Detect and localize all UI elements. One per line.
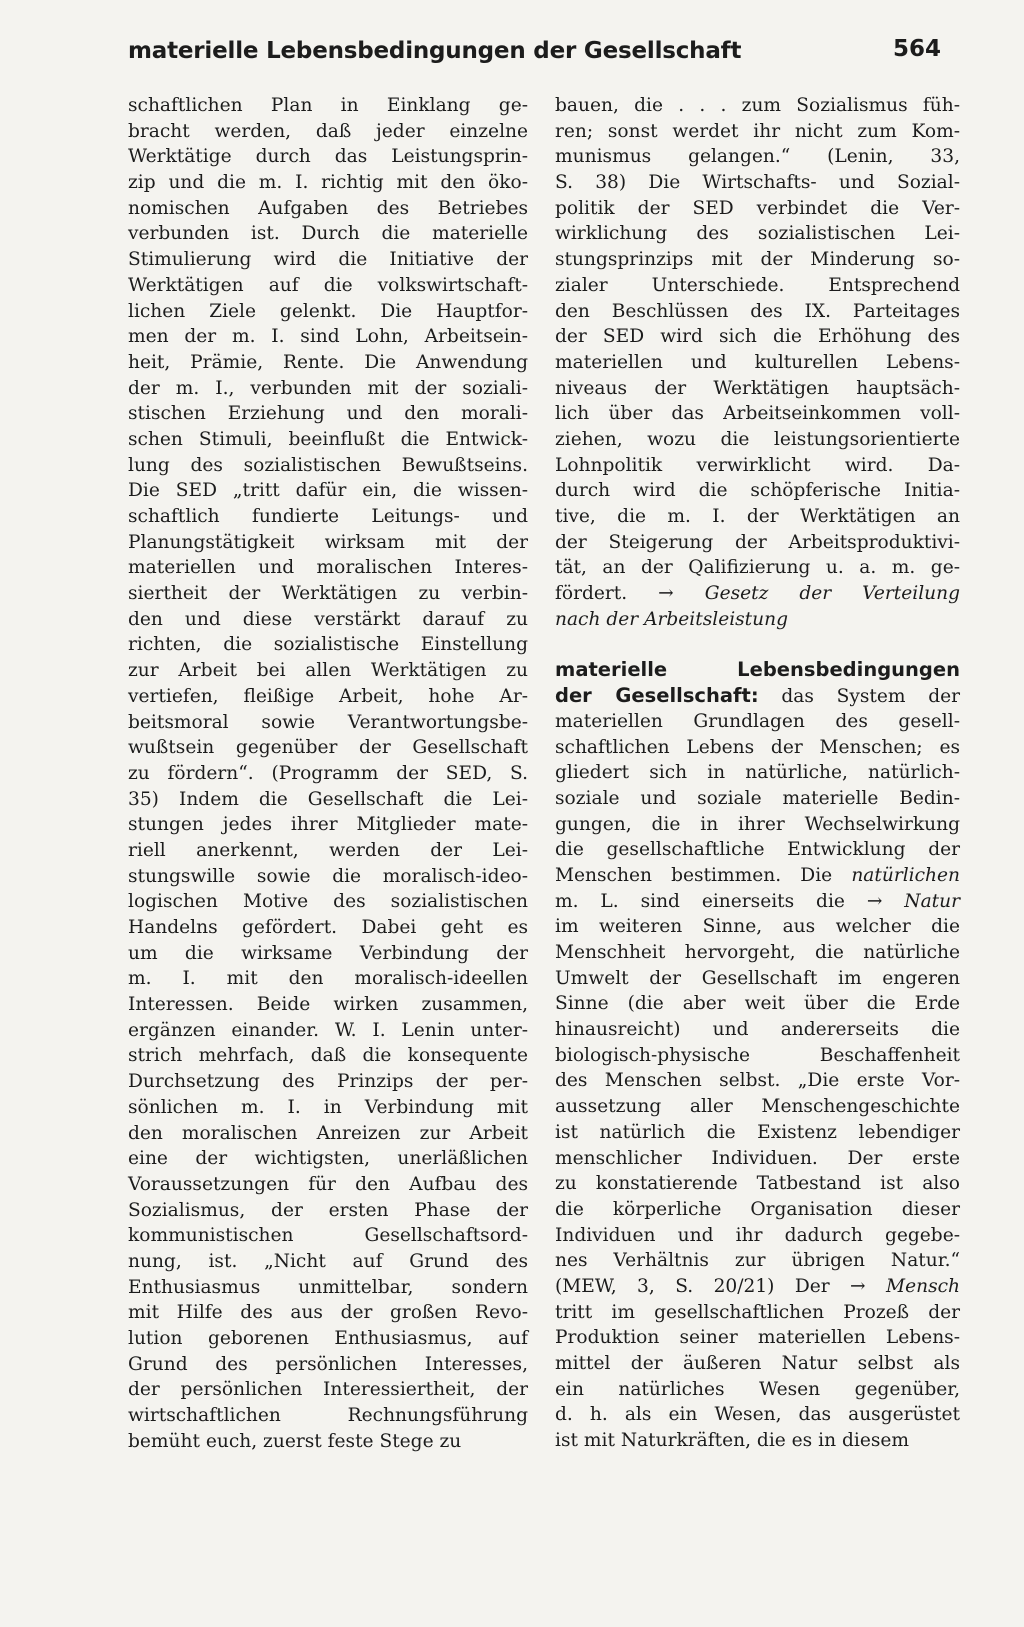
text-line: stungsprinzips mit der Minderung so- bbox=[555, 249, 960, 271]
entry-heading: der Gesellschaft: bbox=[555, 684, 759, 708]
text-line: den und diese verstärkt darauf zu bbox=[128, 608, 528, 630]
text-line: riell anerkennt, werden der Lei- bbox=[128, 839, 528, 861]
text-line: die körperliche Organisation dieser bbox=[555, 1198, 960, 1220]
right-column-continuation bbox=[555, 93, 960, 581]
text-line: politik der SED verbindet die Ver- bbox=[555, 197, 960, 219]
text-line: logischen Motive des sozialistischen bbox=[128, 891, 528, 913]
emphasis-term: natürlichen bbox=[851, 864, 960, 886]
text-line: ein natürliches Wesen gegenüber, bbox=[555, 1378, 960, 1400]
page-number: 564 bbox=[893, 36, 942, 62]
paragraph-gap bbox=[555, 632, 960, 657]
text-line: vertiefen, fleißige Arbeit, hohe Ar- bbox=[128, 685, 528, 707]
text-line: niveaus der Werktätigen hauptsäch- bbox=[555, 377, 960, 399]
cross-reference-link[interactable]: Natur bbox=[882, 890, 960, 912]
entry-body bbox=[555, 1300, 960, 1454]
text-line: Individuen und ihr dadurch gegebe- bbox=[555, 1224, 960, 1246]
text-line: zu konstatierende Tatbestand ist also bbox=[555, 1173, 960, 1195]
text-line: lich über das Arbeitseinkommen voll- bbox=[555, 403, 960, 425]
right-column bbox=[555, 93, 960, 1454]
text-line: lung des sozialistischen Bewußtseins. bbox=[128, 454, 528, 476]
text-line: im weiteren Sinne, aus welcher die bbox=[555, 916, 960, 938]
text-line: der Gesellschaft: das System der bbox=[555, 684, 960, 708]
text-line: Menschheit hervorgeht, die natürliche bbox=[555, 942, 960, 963]
text-line: tritt im gesellschaftlichen Prozeß der bbox=[555, 1301, 960, 1323]
text-line: Sozialismus, der ersten Phase der bbox=[128, 1199, 528, 1221]
text-line: zur Arbeit bei allen Werktätigen zu bbox=[128, 660, 528, 682]
text-line: Grund des persönlichen Interesses, bbox=[128, 1353, 528, 1375]
running-header-title: materielle Lebensbedingungen der Gesellschaft bbox=[128, 38, 742, 64]
text-line: munismus gelangen.“ (Lenin, 33, bbox=[555, 146, 960, 168]
text-line: biologisch-physische Beschaffenheit bbox=[555, 1044, 960, 1066]
text-line: nes Verhältnis zur übrigen Natur.“ bbox=[555, 1250, 960, 1272]
text-line: soziale und soziale materielle Bedin- bbox=[555, 787, 960, 809]
text-line: der Steigerung der Arbeitsproduktivi- bbox=[555, 531, 960, 553]
text-line: sönlichen m. I. in Verbindung mit bbox=[128, 1096, 528, 1118]
text-line: der SED wird sich die Erhöhung des bbox=[555, 326, 960, 348]
text-line: den moralischen Anreizen zur Arbeit bbox=[128, 1122, 528, 1144]
cross-reference-link[interactable]: Gesetz der Verteilung bbox=[673, 583, 960, 605]
text-line: men der m. I. sind Lohn, Arbeitsein- bbox=[128, 326, 528, 348]
entry-body bbox=[555, 914, 960, 1274]
arrow-icon: → bbox=[850, 1275, 866, 1297]
text-line: der persönlichen Interessiertheit, der bbox=[128, 1379, 528, 1401]
text-line: schaftlichen Lebens der Menschen; es bbox=[555, 736, 960, 758]
text-line: Die SED „tritt dafür ein, die wissen- bbox=[128, 480, 528, 502]
text-line: Interessen. Beide wirken zusammen, bbox=[128, 994, 528, 1016]
text-line: Planungstätigkeit wirksam mit der bbox=[128, 531, 528, 553]
text-line: schaftlichen Plan in Einklang ge- bbox=[128, 95, 528, 116]
text-line: gungen, die in ihrer Wechselwirkung bbox=[555, 813, 960, 835]
text-line: ist natürlich die Existenz lebendiger bbox=[555, 1121, 960, 1143]
text-line: fördert. → Gesetz der Verteilung bbox=[555, 583, 960, 605]
text-line: stungswille sowie die moralisch-ideo- bbox=[128, 865, 528, 887]
text-line: ziehen, wozu die leistungsorientierte bbox=[555, 428, 960, 450]
text-line: materiellen Grundlagen des gesell- bbox=[555, 710, 960, 732]
text-line: wußtsein gegenüber der Gesellschaft bbox=[128, 737, 528, 759]
text-line: aussetzung aller Menschengeschichte bbox=[555, 1096, 960, 1118]
text-line: S. 38) Die Wirtschafts- und Sozial- bbox=[555, 172, 960, 194]
text-line: des Menschen selbst. „Die erste Vor- bbox=[555, 1070, 960, 1092]
text-line: bracht werden, daß jeder einzelne bbox=[128, 120, 528, 142]
text-line: schaftlich fundierte Leitungs- und bbox=[128, 506, 528, 527]
text-line: lution geborenen Enthusiasmus, auf bbox=[128, 1328, 528, 1349]
text-line: den Beschlüssen des IX. Parteitages bbox=[555, 300, 960, 322]
text-line: Produktion seiner materiellen Lebens- bbox=[555, 1327, 960, 1349]
text-line: Durchsetzung des Prinzips der per- bbox=[128, 1071, 528, 1093]
text-line: materiellen und moralischen Interes- bbox=[128, 557, 528, 579]
text-line: mit Hilfe des aus der großen Revo- bbox=[128, 1302, 528, 1324]
text-line: m. L. sind einerseits die → Natur bbox=[555, 890, 960, 912]
text-line: Voraussetzungen für den Aufbau des bbox=[128, 1173, 528, 1195]
text-line: m. I. mit den moralisch-ideellen bbox=[128, 968, 528, 990]
text-line: siertheit der Werktätigen zu verbin- bbox=[128, 583, 528, 605]
text-line: verbunden ist. Durch die materielle bbox=[128, 223, 528, 245]
text-line: hinausreicht) und andererseits die bbox=[555, 1019, 960, 1041]
text-line: Enthusiasmus unmittelbar, sondern bbox=[128, 1276, 528, 1298]
text-line: tive, die m. I. der Werktätigen an bbox=[555, 506, 960, 527]
text-line: Werktätigen auf die volkswirtschaft- bbox=[128, 274, 528, 296]
text-line: der m. I., verbunden mit der soziali- bbox=[128, 377, 528, 399]
text-line: Sinne (die aber weit über die Erde bbox=[555, 993, 960, 1015]
text-line: strich mehrfach, daß die konsequente bbox=[128, 1045, 528, 1067]
text-line: d. h. als ein Wesen, das ausgerüstet bbox=[555, 1404, 960, 1426]
text-line: wirklichung des sozialistischen Lei- bbox=[555, 223, 960, 245]
entry-heading-word: materielle bbox=[555, 658, 668, 682]
text-line: Menschen bestimmen. Die natürlichen bbox=[555, 864, 960, 886]
text-line: mittel der äußeren Natur selbst als bbox=[555, 1353, 960, 1374]
cross-reference-link[interactable]: Mensch bbox=[865, 1275, 960, 1297]
text-line: tät, an der Qalifizierung u. a. m. ge- bbox=[555, 557, 960, 579]
text-line: (MEW, 3, S. 20/21) Der → Mensch bbox=[555, 1275, 960, 1297]
text-line: beitsmoral sowie Verantwortungsbe- bbox=[128, 711, 528, 733]
text-line: wirtschaftlichen Rechnungsführung bbox=[128, 1405, 528, 1427]
text-line: nomischen Aufgaben des Betriebes bbox=[128, 197, 528, 219]
arrow-icon: → bbox=[866, 890, 883, 912]
text-line: gliedert sich in natürliche, natürlich- bbox=[555, 762, 960, 784]
cross-reference-link[interactable]: nach der Arbeitsleistung bbox=[555, 608, 789, 630]
text-line: ergänzen einander. W. I. Lenin unter- bbox=[128, 1019, 528, 1041]
text-line: richten, die sozialistische Einstellung bbox=[128, 634, 528, 656]
text-line: 35) Indem die Gesellschaft die Lei- bbox=[128, 788, 528, 810]
text-line: Stimulierung wird die Initiative der bbox=[128, 249, 528, 271]
text-line: stischen Erziehung und den morali- bbox=[128, 403, 528, 425]
text-line: durch wird die schöpferische Initia- bbox=[555, 480, 960, 502]
text-line: lichen Ziele gelenkt. Die Hauptfor- bbox=[128, 300, 528, 322]
text-line: bauen, die . . . zum Sozialismus füh- bbox=[555, 95, 960, 116]
text-line: zip und die m. I. richtig mit den öko- bbox=[128, 172, 528, 194]
text-line: Umwelt der Gesellschaft im engeren bbox=[555, 967, 960, 989]
text-line: bemüht euch, zuerst feste Stege zu bbox=[128, 1430, 462, 1452]
text-line: heit, Prämie, Rente. Die Anwendung bbox=[128, 351, 528, 373]
text-line: zu fördern“. (Programm der SED, S. bbox=[128, 762, 528, 784]
entry-body bbox=[555, 709, 960, 863]
left-column bbox=[128, 93, 528, 1454]
text-line: materiellen und kulturellen Lebens- bbox=[555, 351, 960, 373]
text-line: schen Stimuli, beeinflußt die Entwick- bbox=[128, 428, 528, 450]
arrow-icon: → bbox=[658, 583, 674, 605]
text-line: Werktätige durch das Leistungsprin- bbox=[128, 146, 528, 168]
text-line: kommunistischen Gesellschaftsord- bbox=[128, 1225, 528, 1247]
text-line: zialer Unterschiede. Entsprechend bbox=[555, 274, 960, 296]
text-line: Handelns gefördert. Dabei geht es bbox=[128, 917, 528, 938]
entry-heading bbox=[555, 657, 960, 683]
text-line: Lohnpolitik verwirklicht wird. Da- bbox=[555, 454, 960, 476]
text-line: die gesellschaftliche Entwicklung der bbox=[555, 839, 960, 861]
text-line: nung, ist. „Nicht auf Grund des bbox=[128, 1250, 528, 1272]
text-line: stungen jedes ihrer Mitglieder mate- bbox=[128, 814, 528, 836]
text-line: ist mit Naturkräften, die es in diesem bbox=[555, 1430, 909, 1452]
text-line: ren; sonst werdet ihr nicht zum Kom- bbox=[555, 120, 960, 142]
entry-heading-word: Lebensbedingungen bbox=[737, 658, 960, 682]
text-line: eine der wichtigsten, unerläßlichen bbox=[128, 1148, 528, 1170]
text-line: um die wirksame Verbindung der bbox=[128, 942, 528, 964]
text-line: menschlicher Individuen. Der erste bbox=[555, 1147, 960, 1169]
